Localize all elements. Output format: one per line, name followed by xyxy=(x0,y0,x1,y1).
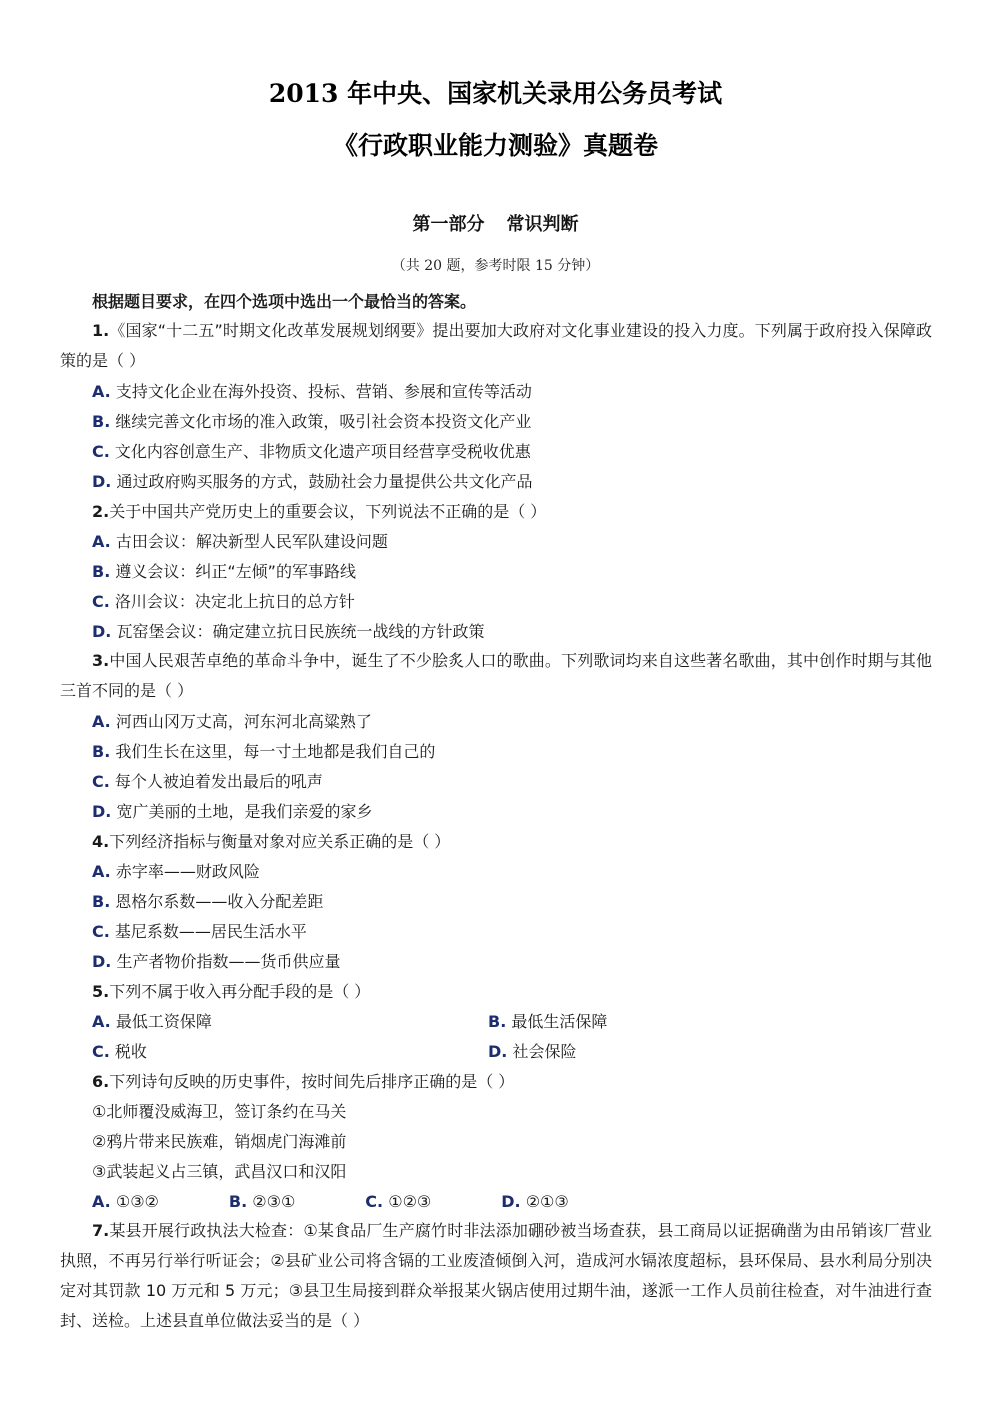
question-text: 关于中国共产党历史上的重要会议，下列说法不正确的是（ ） xyxy=(109,502,547,521)
option-letter: A. xyxy=(92,382,111,401)
question-text: 下列诗句反映的历史事件，按时间先后排序正确的是（ ） xyxy=(109,1072,515,1091)
option-4a xyxy=(92,862,260,882)
option-letter: B. xyxy=(228,1192,248,1211)
option-letter: B. xyxy=(92,412,111,431)
option-text: 最低生活保障 xyxy=(511,1012,608,1031)
option-5a xyxy=(92,1012,212,1032)
option-letter: D. xyxy=(92,472,112,491)
option-text: 最低工资保障 xyxy=(115,1012,212,1031)
option-letter: C. xyxy=(92,772,110,791)
question-number: 5. xyxy=(92,982,110,1001)
document-title-line1: 2013 年中央、国家机关录用公务员考试 xyxy=(268,79,723,108)
question-5-stem xyxy=(92,982,370,1002)
option-3b xyxy=(92,742,435,762)
option-text: 洛川会议：决定北上抗日的总方针 xyxy=(114,592,355,611)
option-letter: C. xyxy=(92,922,110,941)
question-text: 中国人民艰苦卓绝的革命斗争中，诞生了不少脍炙人口的歌曲。下列歌词均来自这些著名歌曲，其中创作时期与其他三首不同的是（ ） xyxy=(60,651,932,700)
option-letter: A. xyxy=(92,712,111,731)
option-letter: C. xyxy=(365,1192,384,1211)
question-text: 下列不属于收入再分配手段的是（ ） xyxy=(109,982,371,1001)
option-text: 瓦窑堡会议：确定建立抗日民族统一战线的方针政策 xyxy=(116,622,485,641)
option-letter: A. xyxy=(92,862,111,881)
option-letter: D. xyxy=(488,1042,508,1061)
poem-item-3: ③武装起义占三镇，武昌汉口和汉阳 xyxy=(92,1162,347,1181)
option-text: 基尼系数——居民生活水平 xyxy=(114,922,307,941)
option-text: 宽广美丽的土地，是我们亲爱的家乡 xyxy=(116,802,373,821)
option-text: 生产者物价指数——货币供应量 xyxy=(116,952,341,971)
option-letter: A. xyxy=(92,1012,111,1031)
question-text: 某县开展行政执法大检查：①某食品厂生产腐竹时非法添加硼砂被当场查获，县工商局以证据确凿为由吊销该厂营业执照，不再另行举行听证会；②县矿业公司将含镉的工业废渣倾倒入河，造成河水镉浓度超标，县环保局、县水利局分别决定对其罚款 10 万元和 5 万元；③县卫生局接到群众举报某火锅店使用过期牛油，遂派一工作人员前往检查，对牛油进行查封、送检。上述县直单位做法妥当的是（ ） xyxy=(60,1221,932,1330)
section-heading xyxy=(0,210,991,236)
option-text: ①②③ xyxy=(388,1192,432,1211)
option-text: 河西山冈万丈高，河东河北高粱熟了 xyxy=(115,712,372,731)
option-letter: A. xyxy=(92,532,111,551)
option-letter: D. xyxy=(92,952,112,971)
question-number: 2. xyxy=(92,502,110,521)
option-letter: D. xyxy=(92,622,112,641)
option-2c xyxy=(92,592,355,612)
option-text: 赤字率——财政风险 xyxy=(115,862,260,881)
option-text: 通过政府购买服务的方式，鼓励社会力量提供公共文化产品 xyxy=(116,472,533,491)
question-2-stem xyxy=(92,502,546,522)
option-text: 社会保险 xyxy=(512,1042,577,1061)
option-1d xyxy=(92,472,532,492)
document-title-line2: 《行政职业能力测验》真题卷 xyxy=(332,131,658,160)
instruction: 根据题目要求，在四个选项中选出一个最恰当的答案。 xyxy=(92,292,477,311)
question-number: 6. xyxy=(92,1072,110,1091)
option-letter: C. xyxy=(92,1042,110,1061)
option-1a xyxy=(92,382,532,402)
section-part: 第一部分 xyxy=(412,214,485,235)
option-text: 我们生长在这里，每一寸土地都是我们自己的 xyxy=(115,742,436,761)
option-3d xyxy=(92,802,372,822)
option-text: ②③① xyxy=(252,1192,296,1211)
question-number: 1. xyxy=(92,321,110,340)
section-subtitle: （共 20 题，参考时限 15 分钟） xyxy=(391,258,600,274)
option-6b xyxy=(229,1192,295,1212)
question-text: 《国家“十二五”时期文化改革发展规划纲要》提出要加大政府对文化事业建设的投入力度。下列属于政府投入保障政策的是（ ） xyxy=(60,321,932,370)
question-text: 下列经济指标与衡量对象对应关系正确的是（ ） xyxy=(109,832,451,851)
option-letter: B. xyxy=(92,892,111,911)
option-6c xyxy=(365,1192,431,1212)
option-3c xyxy=(92,772,323,792)
option-4c xyxy=(92,922,307,942)
poem-item-1: ①北师覆没威海卫，签订条约在马关 xyxy=(92,1102,347,1121)
question-number: 7. xyxy=(92,1221,110,1240)
option-3a xyxy=(92,712,372,732)
option-text: 支持文化企业在海外投资、投标、营销、参展和宣传等活动 xyxy=(115,382,532,401)
option-4b xyxy=(92,892,323,912)
option-6d xyxy=(501,1192,568,1212)
option-text: 遵义会议：纠正“左倾”的军事路线 xyxy=(115,562,356,581)
option-text: ②①③ xyxy=(525,1192,569,1211)
section-name: 常识判断 xyxy=(506,214,579,235)
option-letter: D. xyxy=(501,1192,521,1211)
option-5c xyxy=(92,1042,147,1062)
question-1-stem xyxy=(60,316,932,376)
question-6-options xyxy=(92,1192,639,1212)
question-6-stem xyxy=(92,1072,514,1092)
question-3-stem xyxy=(60,646,932,706)
option-text: ①③② xyxy=(115,1192,159,1211)
option-5d xyxy=(488,1042,576,1062)
question-7-stem xyxy=(60,1216,932,1336)
option-letter: B. xyxy=(92,742,111,761)
option-2a xyxy=(92,532,388,552)
question-number: 4. xyxy=(92,832,110,851)
option-letter: D. xyxy=(92,802,112,821)
option-text: 税收 xyxy=(114,1042,147,1061)
option-text: 古田会议：解决新型人民军队建设问题 xyxy=(115,532,388,551)
option-letter: A. xyxy=(92,1192,111,1211)
option-text: 继续完善文化市场的准入政策，吸引社会资本投资文化产业 xyxy=(115,412,532,431)
option-1b xyxy=(92,412,531,432)
option-2b xyxy=(92,562,356,582)
question-number: 3. xyxy=(92,651,110,670)
poem-item-2: ②鸦片带来民族难，销烟虎门海滩前 xyxy=(92,1132,347,1151)
option-1c xyxy=(92,442,531,462)
option-5b xyxy=(488,1012,607,1032)
question-4-stem xyxy=(92,832,450,852)
option-6a xyxy=(92,1192,159,1212)
option-4d xyxy=(92,952,340,972)
option-text: 恩格尔系数——收入分配差距 xyxy=(115,892,324,911)
option-letter: C. xyxy=(92,442,110,461)
option-letter: B. xyxy=(488,1012,507,1031)
option-2d xyxy=(92,622,484,642)
option-text: 文化内容创意生产、非物质文化遗产项目经营享受税收优惠 xyxy=(114,442,531,461)
option-letter: B. xyxy=(92,562,111,581)
option-letter: C. xyxy=(92,592,110,611)
option-text: 每个人被迫着发出最后的吼声 xyxy=(114,772,323,791)
